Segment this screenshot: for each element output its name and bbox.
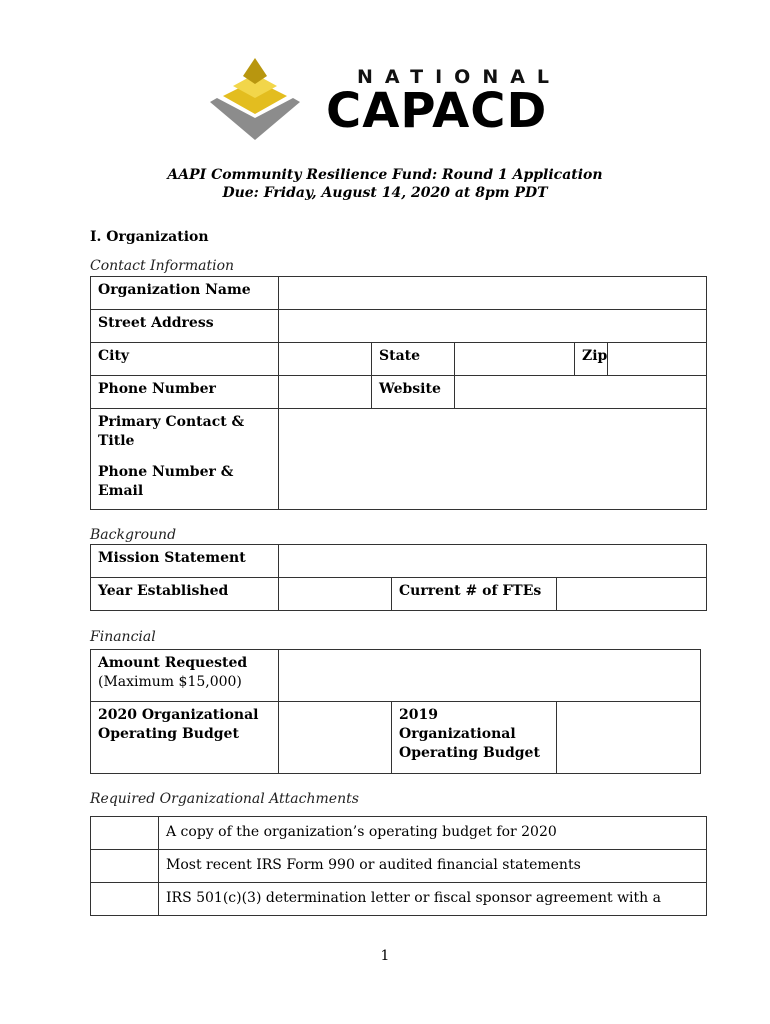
amount-requested-field[interactable] <box>279 650 701 702</box>
due-date: Due: Friday, August 14, 2020 at 8pm PDT <box>222 185 548 201</box>
mission-statement-field[interactable] <box>279 545 707 578</box>
zip-field[interactable] <box>608 343 707 376</box>
primary-contact-cell <box>91 409 279 510</box>
financial-table <box>90 649 701 774</box>
attachment-checkbox-cell[interactable] <box>91 883 159 916</box>
contact-info-heading: Contact Information <box>90 258 235 274</box>
year-established-label: Year Established <box>91 578 279 611</box>
ftes-field[interactable] <box>557 578 707 611</box>
budget-2020-label: 2020 Organizational Operating Budget <box>91 702 279 774</box>
city-field[interactable] <box>279 343 372 376</box>
amount-maximum-note: (Maximum $15,000) <box>98 674 242 690</box>
budget-2020-field[interactable] <box>279 702 392 774</box>
table-row <box>91 817 707 850</box>
street-address-field[interactable] <box>279 310 707 343</box>
logo-capacd-text: CAPACD <box>326 83 548 139</box>
contact-info-table <box>90 276 707 510</box>
org-name-field[interactable] <box>279 277 707 310</box>
amount-requested-cell <box>91 650 279 702</box>
budget-2019-field[interactable] <box>557 702 701 774</box>
attachment-item: Most recent IRS Form 990 or audited financial statements <box>159 850 707 883</box>
logo-national-text: NATIONAL <box>357 66 562 88</box>
attachment-checkbox-cell[interactable] <box>91 817 159 850</box>
attachment-item: A copy of the organization’s operating budget for 2020 <box>159 817 707 850</box>
phone-email-label: Phone Number & Email <box>98 464 234 499</box>
ftes-label: Current # of FTEs <box>392 578 557 611</box>
street-address-label: Street Address <box>91 310 279 343</box>
application-title: AAPI Community Resilience Fund: Round 1 Application <box>167 167 603 183</box>
financial-heading: Financial <box>90 629 156 645</box>
website-label: Website <box>372 376 455 409</box>
document-title <box>0 166 770 202</box>
attachments-table <box>90 816 707 916</box>
phone-number-label: Phone Number <box>91 376 279 409</box>
city-label: City <box>91 343 279 376</box>
year-established-field[interactable] <box>279 578 392 611</box>
mission-statement-label: Mission Statement <box>91 545 279 578</box>
primary-contact-label: Primary Contact & Title <box>98 414 245 449</box>
attachment-item: IRS 501(c)(3) determination letter or fiscal sponsor agreement with a <box>159 883 707 916</box>
table-row <box>91 883 707 916</box>
background-table <box>90 544 707 611</box>
amount-requested-label: Amount Requested <box>98 655 248 671</box>
zip-label: Zip <box>575 343 608 376</box>
section-heading-organization: I. Organization <box>90 229 209 245</box>
budget-2019-label: 2019 Organizational Operating Budget <box>392 702 557 774</box>
state-label: State <box>372 343 455 376</box>
attachments-heading: Required Organizational Attachments <box>90 791 359 807</box>
org-name-label: Organization Name <box>91 277 279 310</box>
background-heading: Background <box>90 527 177 543</box>
primary-contact-field[interactable] <box>279 409 707 510</box>
phone-number-field[interactable] <box>279 376 372 409</box>
website-field[interactable] <box>455 376 707 409</box>
page-number: 1 <box>380 948 390 964</box>
attachment-checkbox-cell[interactable] <box>91 850 159 883</box>
table-row <box>91 850 707 883</box>
state-field[interactable] <box>455 343 575 376</box>
